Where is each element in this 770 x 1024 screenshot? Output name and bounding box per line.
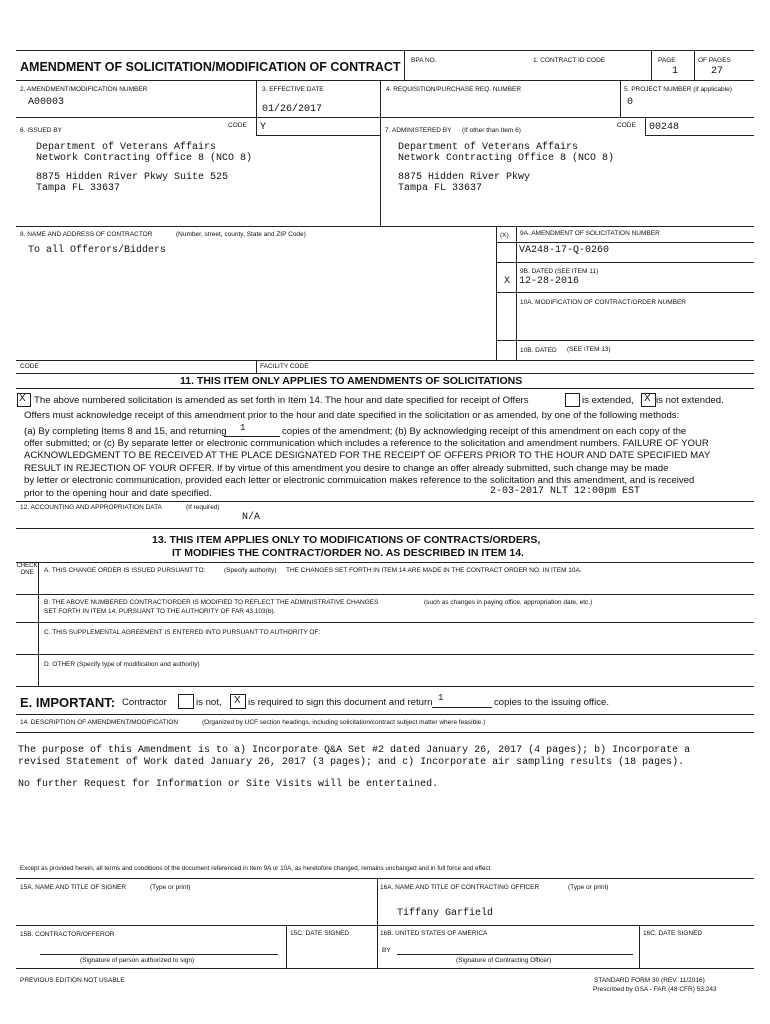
prescribed-by: Prescribed by GSA - FAR (48 CFR) 53.243 [593,986,717,993]
description-body-1: The purpose of this Amendment is to a) Incorporate Q&A Set #2 dated January 26, 2017 (4 pages); b) Incorporate a [18,745,691,756]
issued-line: 8875 Hidden River Pkwy Suite 525 [36,172,229,183]
contractor-signature-field[interactable]: (Signature of person authorized to sign) [80,957,195,964]
form-title: AMENDMENT OF SOLICITATION/MODIFICATION OF CONTRACT [20,60,401,74]
issued-by-label: 6. ISSUED BY [20,127,62,134]
administered-by-address [398,142,614,194]
issued-line: Network Contracting Office 8 (NCO 8) [36,153,253,164]
standard-form: STANDARD FORM 30 (REV. 11/2016) [594,977,705,984]
return-copies-value[interactable]: 1 [438,693,444,703]
admin-code-label: CODE [617,122,636,129]
signer-note: (Type or print) [150,884,191,891]
usa-label: 16B. UNITED STATES OF AMERICA [380,930,488,937]
is-required-x: X [234,695,241,706]
amend-number-label: 2. AMENDMENT/MODIFICATION NUMBER [20,86,148,93]
amend-solicitation-label: 9A. AMENDMENT OF SOLICITATION NUMBER [520,230,660,237]
item11-heading: 11. THIS ITEM ONLY APPLIES TO AMENDMENTS OF SOLICITATIONS [180,375,523,387]
of-pages-value[interactable]: 27 [711,66,724,77]
except-statement: Except as provided herein, all terms and conditions of the document referenced in Item 9A or 10A, as heretofore changed, remains unchanged and in full force and effect. [20,865,493,872]
description-body-2: revised Statement of Work dated January 26, 2017 (3 pages); and c) Incorporate air sampling results (18 pages). [18,757,685,768]
facility-code-label: FACILITY CODE [260,363,309,370]
effective-date-value[interactable]: 01/26/2017 [262,104,323,115]
contract-id-label: 1. CONTRACT ID CODE [533,57,606,64]
item13a-text: THE CHANGES SET FORTH IN ITEM 14 ARE MADE IN THE CONTRACT ORDER NO. IN ITEM 10A. [286,567,582,574]
dated-9b-label: 9B. DATED (SEE ITEM 11) [520,268,599,275]
item11-line5: ACKNOWLEDGMENT TO BE RECEIVED AT THE PLACE DESIGNATED FOR THE RECEIPT OF OFFERS PRIOR TO THE HOUR AND DATE SPECIFIED MAY [24,450,711,461]
dated-9b-check[interactable]: X [504,276,511,287]
description-body-3: No further Request for Information or Site Visits will be entertained. [18,779,439,790]
check-one-label: CHECK ONE [16,563,38,576]
accounting-value[interactable]: N/A [242,512,261,523]
issued-by-address [36,142,252,194]
item11-line2: Offers must acknowledge receipt of this amendment prior to the hour and date specified in the solicitation or as amended, by one of the following methods: [24,410,680,421]
solicitation-amended-checkbox[interactable] [17,393,31,407]
not-extended-checkbox[interactable] [641,393,656,407]
signer-label: 15A. NAME AND TITLE OF SIGNER [20,884,127,891]
project-number-label: 5. PROJECT NUMBER (if applicable) [624,86,732,93]
issued-line: Tampa FL 33637 [36,183,121,194]
officer-note: (Type or print) [568,884,609,891]
contractor-value[interactable]: To all Offerors/Bidders [28,245,167,256]
bpa-label: BPA NO. [411,57,437,64]
contractor-note: (Number, street, county, State and ZIP Code) [176,231,306,238]
admin-code-value[interactable]: 00248 [649,122,680,133]
extended-checkbox[interactable] [565,393,580,407]
is-not-label: is not, [196,697,222,708]
item13b-note: (such as changes in paying office, appropriation date, etc.) [424,599,593,606]
x-column-label: (X) [500,232,509,239]
effective-date-label: 3. EFFECTIVE DATE [262,86,324,93]
admin-line: Network Contracting Office 8 (NCO 8) [398,153,615,164]
contractor-offeror-label: 15B. CONTRACTOR/OFFEROR [20,931,115,938]
description-note: (Organized by UCF section headings, including solicitation/contract subject matter where feasible.) [202,719,486,726]
contractor-label: 8. NAME AND ADDRESS OF CONTRACTOR [20,231,153,238]
not-extended-label: is not extended. [656,395,724,406]
item13c-text: C. THIS SUPPLEMENTAL AGREEMENT IS ENTERED INTO PURSUANT TO AUTHORITY OF: [44,629,321,636]
page-value[interactable]: 1 [672,66,679,77]
officer-name-value[interactable]: Tiffany Garfield [397,908,494,919]
is-required-checkbox[interactable] [230,694,246,709]
item13-heading-2: IT MODIFIES THE CONTRACT/ORDER NO. AS DESCRIBED IN ITEM 14. [172,547,524,559]
item13a-label: A. THIS CHANGE ORDER IS ISSUED PURSUANT TO: [44,567,206,574]
item11-line3a: (a) By completing Items 8 and 15, and returning [24,426,227,437]
copies-returned-value[interactable]: 1 [240,423,246,433]
dated-10b-label: 10B. DATED [520,347,557,354]
issued-code-label: CODE [228,122,247,129]
date-16c-label: 16C. DATE SIGNED [643,930,703,937]
admin-line: Tampa FL 33637 [398,183,483,194]
return-copies-suffix: copies to the issuing office. [494,697,610,708]
by-label: BY [382,947,391,954]
is-required-label: is required to sign this document and return [248,697,433,708]
issued-code-value[interactable]: Y [260,122,267,133]
admin-line: 8875 Hidden River Pkwy [398,172,531,183]
item13a-note: (Specify authority) [224,567,277,574]
previous-edition: PREVIOUS EDITION NOT USABLE [20,977,125,984]
officer-label: 16A. NAME AND TITLE OF CONTRACTING OFFICER [380,884,540,891]
admin-line: Department of Veterans Affairs [398,142,579,153]
modification-number-label: 10A. MODIFICATION OF CONTRACT/ORDER NUMBER [520,299,686,306]
item11-line4: offer submitted; or (c) By separate letter or electronic communication which includes a reference to the solicitation and amendment numbers. FAILURE OF YOUR [24,438,709,449]
solicitation-amended-x: X [19,393,26,404]
amend-number-value[interactable]: A00003 [28,97,65,108]
item11-line7: by letter or electronic communication, provided each letter or electronic commuication makes reference to the solicitation and this amendment, and is received [24,475,695,486]
item13-heading-1: 13. THIS ITEM APPLIES ONLY TO MODIFICATIONS OF CONTRACTS/ORDERS, [152,534,541,546]
item11-line8: prior to the opening hour and date specified. [24,488,212,499]
description-label: 14. DESCRIPTION OF AMENDMENT/MODIFICATION [20,719,179,726]
is-not-checkbox[interactable] [178,694,194,709]
item11-line6: RESULT IN REJECTION OF YOUR OFFER. If by virtue of this amendment you desire to change an offer already submitted, such change may be made [24,463,669,474]
important-contractor: Contractor [122,697,167,708]
item13b-line1: B. THE ABOVE NUMBERED CONTRACT/ORDER IS MODIFIED TO REFLECT THE ADMINISTRATIVE CHANGES [44,599,379,606]
item11-line1: The above numbered solicitation is amended as set forth in Item 14. The hour and date specified for receipt of Offers [34,395,529,406]
officer-signature-field[interactable]: (Signature of Contracting Officer) [456,957,552,964]
item11-line3b: copies of the amendment; (b) By acknowledging receipt of this amendment on each copy of the [282,426,687,437]
project-number-value[interactable]: 0 [627,97,634,108]
accounting-note: (If required) [186,504,220,511]
administered-by-label: 7. ADMINISTERED BY [385,127,452,134]
accounting-label: 12. ACCOUNTING AND APPROPRIATION DATA [20,504,162,511]
of-pages-label: OF PAGES [698,57,731,64]
amend-solicitation-value[interactable]: VA248-17-Q-0260 [519,245,610,256]
important-label: E. IMPORTANT: [20,695,116,710]
issued-line: Department of Veterans Affairs [36,142,217,153]
dated-9b-value[interactable]: 12-28-2016 [519,276,580,287]
contractor-code-label: CODE [20,363,39,370]
page-label: PAGE [658,57,676,64]
item13d-text: D. OTHER (Specify type of modification and authority) [44,661,200,668]
admin-line [398,164,614,172]
not-extended-x: X [644,393,651,404]
issued-line [36,164,252,172]
date-15c-label: 15C. DATE SIGNED [290,930,350,937]
offer-deadline[interactable]: 2-03-2017 NLT 12:00pm EST [490,486,641,497]
requisition-label: 4. REQUISITION/PURCHASE REQ. NUMBER [386,86,522,93]
item13b-line2: SET FORTH IN ITEM 14, PURSUANT TO THE AUTHORITY OF FAR 43.103(b). [44,608,276,615]
dated-10b-note: (SEE ITEM 13) [567,346,611,353]
extended-label: is extended, [582,395,634,406]
administered-by-note: (If other than Item 6) [462,127,521,134]
